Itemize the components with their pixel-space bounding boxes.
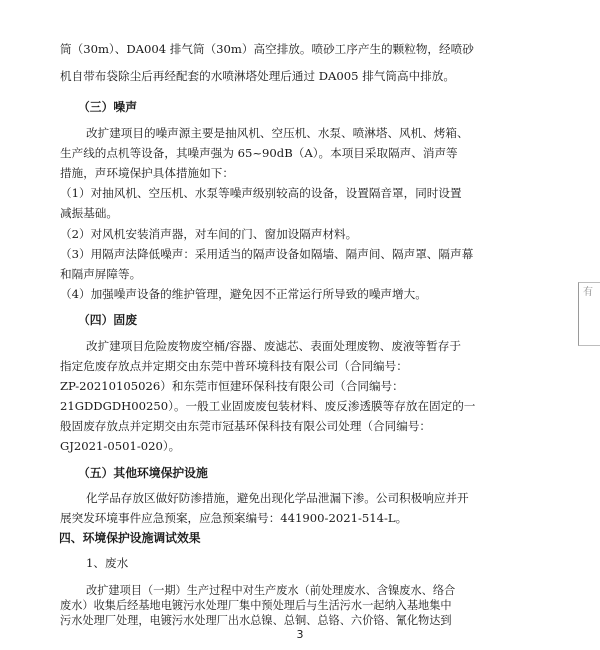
text-line: 化学品存放区做好防渗措施，避免出现化学品泄漏下渗。公司积极响应并开	[86, 491, 469, 505]
text-line: 减振基础。	[60, 206, 118, 220]
list-item: （3）用隔声法降低噪声：采用适当的隔声设备如隔墙、隔声间、隔声罩、隔声幕	[60, 247, 474, 261]
chapter-heading: 四、环境保护设施调试效果	[59, 531, 201, 545]
text-line: 污水处理厂处理，电镀污水处理厂出水总镍、总铜、总铬、六价铬、氰化物达到	[60, 614, 452, 627]
list-item: （1）对抽风机、空压机、水泵等噪声级别较高的设备，设置隔音罩，同时设置	[60, 186, 462, 200]
section-heading-noise: （三）噪声	[78, 100, 137, 114]
list-item: （2）对风机安装消声器，对车间的门、窗加设隔声材料。	[60, 227, 358, 241]
text-line: GJ2021-0501-020）。	[60, 439, 181, 453]
page-number: 3	[296, 628, 304, 641]
text-line: 措施，声环境保护具体措施如下：	[60, 166, 234, 180]
text-line: 和隔声屏障等。	[60, 267, 142, 281]
text-line: 般固废存放点并定期交由东莞市冠基环保科技有限公司处理（合同编号：	[60, 419, 432, 433]
section-heading-solid-waste: （四）固废	[78, 313, 137, 327]
text-line: 筒（30m）、DA004 排气筒（30m）高空排放。喷砂工序产生的颗粒物，经喷砂	[60, 42, 474, 56]
section-heading-other-facilities: （五）其他环境保护设施	[78, 466, 208, 480]
text-line: 机自带布袋除尘后再经配套的水喷淋塔处理后通过 DA005 排气筒高中排放。	[60, 69, 455, 83]
text-line: 改扩建项目危险废物废空桶/容器、废滤芯、表面处理废物、废液等暂存于	[86, 339, 461, 353]
stamp-mark: 有	[578, 282, 600, 346]
text-line: 改扩建项目（一期）生产过程中对生产废水（前处理废水、含镍废水、络合	[86, 584, 456, 597]
list-item: （4）加强噪声设备的维护管理，避免因不正常运行所导致的噪声增大。	[60, 287, 427, 301]
text-line: 改扩建项目的噪声源主要是抽风机、空压机、水泵、喷淋塔、风机、烤箱、	[86, 126, 469, 140]
text-line: 21GDDGDH00250）。一般工业固废废包装材料、废反渗透膜等存放在固定的一	[60, 399, 476, 413]
text-line: 废水）收集后经基地电镀污水处理厂集中预处理后与生活污水一起纳入基地集中	[60, 599, 452, 612]
text-line: 展突发环境事件应急预案，应急预案编号：441900-2021-514-L。	[60, 511, 408, 525]
text-line: 生产线的点机等设备，其噪声强为 65~90dB（A）。本项目采取隔声、消声等	[60, 146, 458, 160]
text-line: ZP-20210105026）和东莞市恒建环保科技有限公司（合同编号：	[60, 379, 404, 393]
text-line: 指定危废存放点并定期交由东莞中普环境科技有限公司（合同编号：	[60, 359, 408, 373]
subsection-heading: 1、废水	[86, 556, 129, 570]
